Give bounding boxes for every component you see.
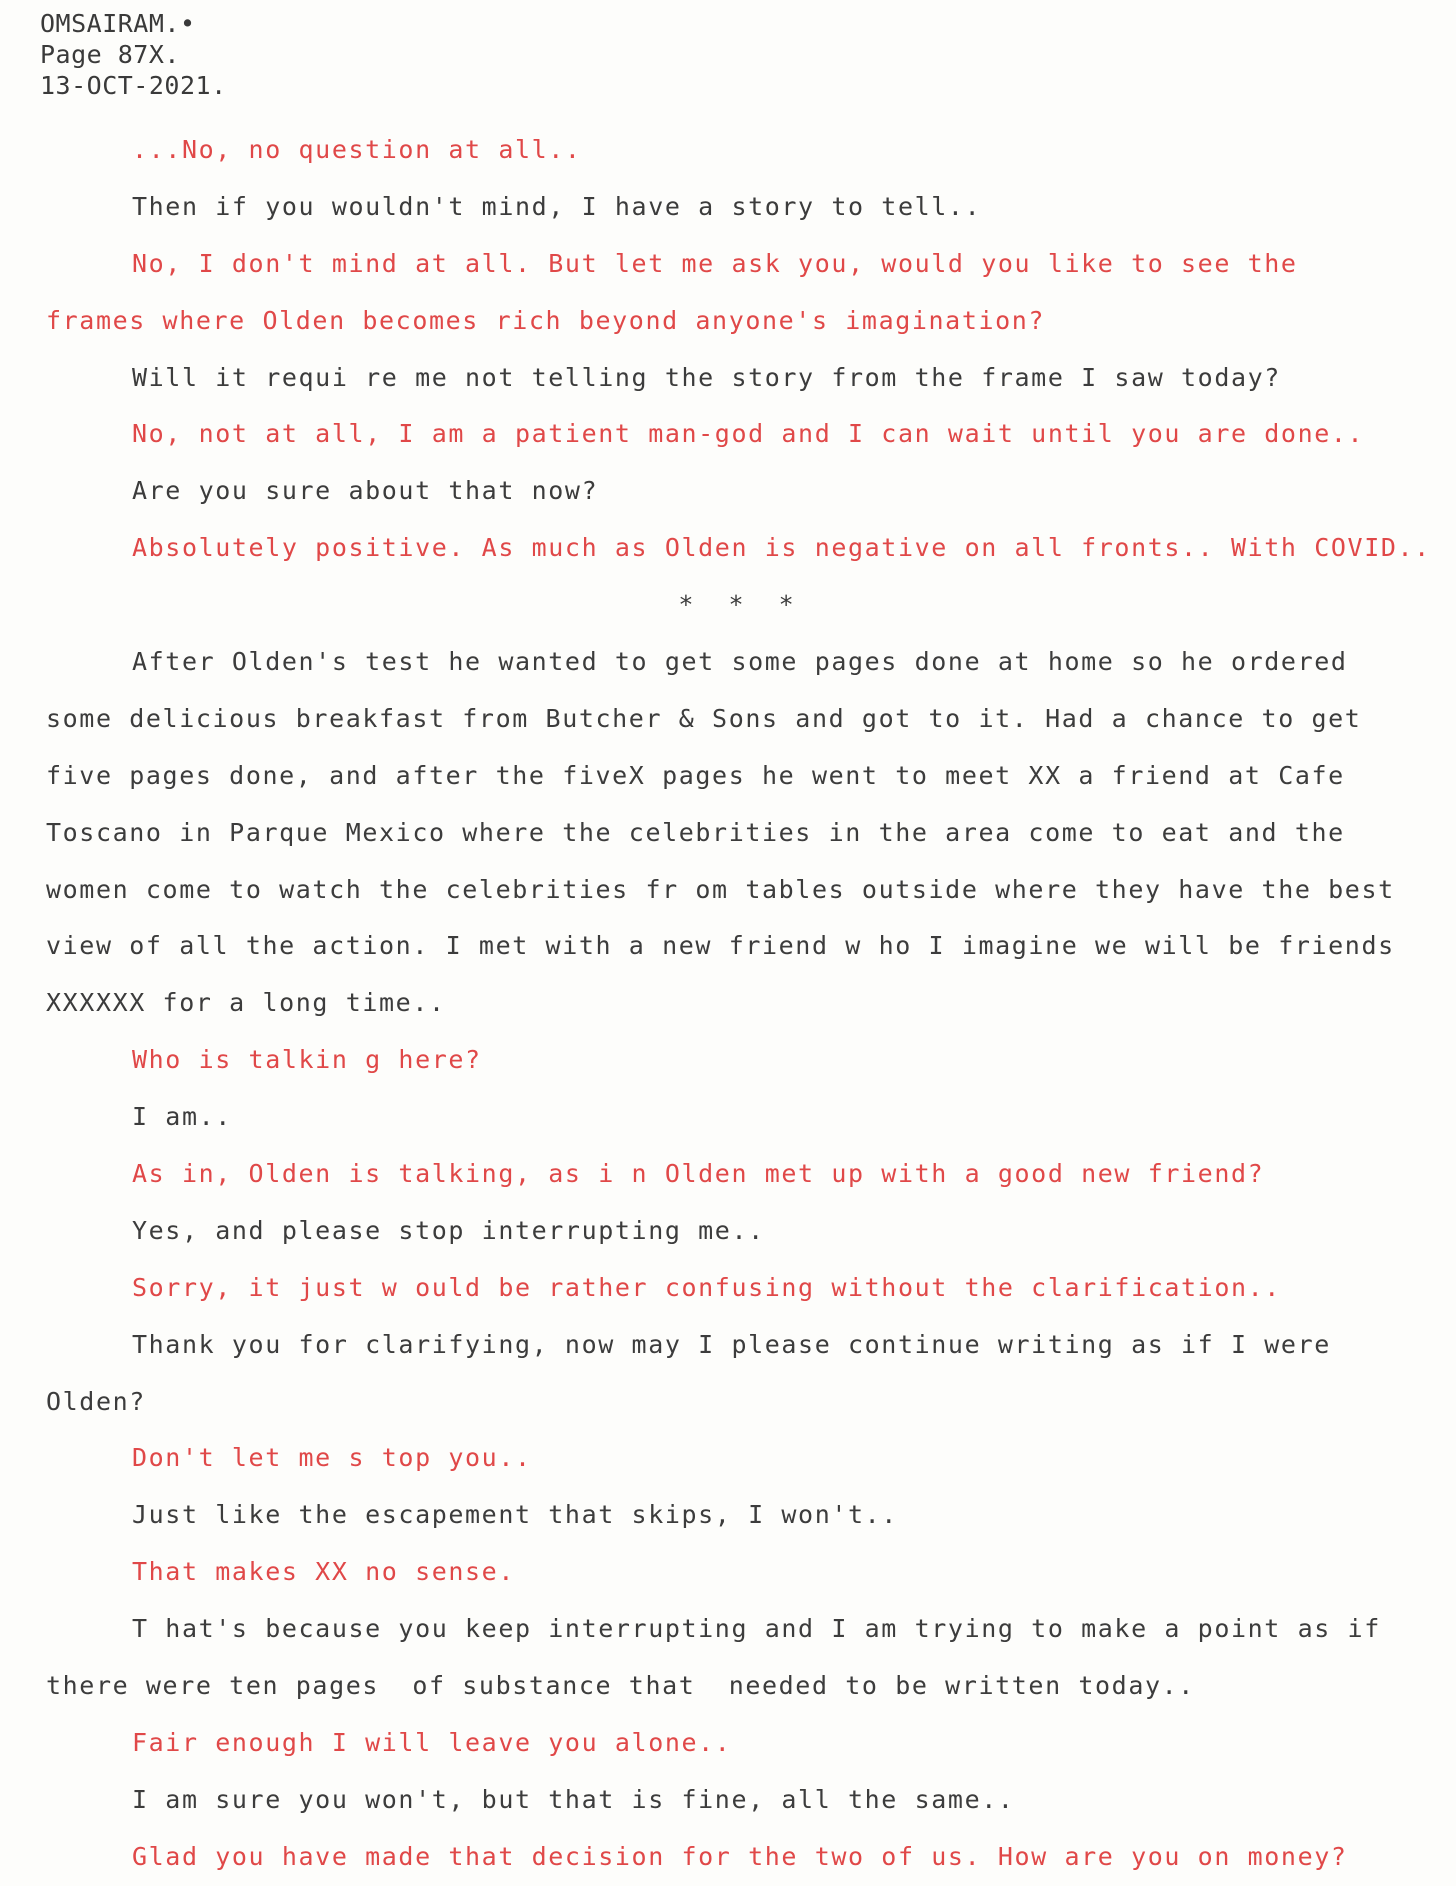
section-break: * * *	[678, 590, 804, 620]
text-line: T hat's because you keep interrupting and I am trying to make a point as if	[132, 1614, 1381, 1644]
text-line: Glad you have made that decision for the two of us. How are you on money?	[132, 1841, 1348, 1871]
text-line: No, not at all, I am a patient man-god and I can wait until you are done..	[132, 419, 1365, 449]
text-line: Will it requi re me not telling the story from the frame I saw today?	[132, 362, 1281, 392]
text-line: five pages done, and after the fiveX pages he went to meet XX a friend at Cafe	[46, 760, 1345, 790]
text-line: Then if you wouldn't mind, I have a story to tell..	[132, 191, 982, 221]
text-line: Fair enough I will leave you alone..	[132, 1727, 732, 1757]
text-line: Don't let me s top you..	[132, 1443, 532, 1473]
text-line: That makes XX no sense.	[132, 1557, 515, 1587]
text-line: I am..	[132, 1102, 232, 1132]
text-line: women come to watch the celebrities fr om tables outside where they have the best	[46, 874, 1395, 904]
text-line: Thank you for clarifying, now may I please continue writing as if I were	[132, 1329, 1331, 1359]
header-line-1: OMSAIRAM.•	[40, 9, 196, 38]
text-line: Sorry, it just w ould be rather confusing without the clarification..	[132, 1272, 1281, 1302]
text-line: ...No, no question at all..	[132, 135, 582, 164]
header-page-number: Page 87X.	[40, 40, 180, 69]
text-line: view of all the action. I met with a new friend w ho I imagine we will be friends	[46, 931, 1395, 961]
text-line: frames where Olden becomes rich beyond anyone's imagination?	[46, 305, 1046, 335]
page-body	[46, 122, 1436, 1886]
header-date: 13-OCT-2021.	[40, 71, 227, 100]
text-line: there were ten pages of substance that needed to be written today..	[46, 1671, 1195, 1701]
text-line: some delicious breakfast from Butcher & Sons and got to it. Had a chance to get	[46, 703, 1362, 733]
text-line: Toscano in Parque Mexico where the celebrities in the area come to eat and the	[46, 817, 1345, 847]
text-line: After Olden's test he wanted to get some pages done at home so he ordered	[132, 647, 1348, 677]
text-line: Olden?	[46, 1386, 146, 1416]
text-line: Are you sure about that now?	[132, 476, 599, 506]
text-line: Who is talkin g here?	[132, 1045, 482, 1075]
text-line: Just like the escapement that skips, I won't..	[132, 1500, 898, 1530]
text-line: XXXXXX for a long time..	[46, 988, 446, 1018]
text-line: I am sure you won't, but that is fine, all the same..	[132, 1784, 1015, 1814]
text-line: Yes, and please stop interrupting me..	[132, 1215, 765, 1245]
text-line: No, I don't mind at all. But let me ask you, would you like to see the	[132, 248, 1298, 278]
text-line: Absolutely positive. As much as Olden is negative on all fronts.. With COVID..	[132, 533, 1431, 563]
page-header	[40, 8, 227, 101]
text-line: As in, Olden is talking, as i n Olden met up with a good new friend?	[132, 1159, 1265, 1189]
